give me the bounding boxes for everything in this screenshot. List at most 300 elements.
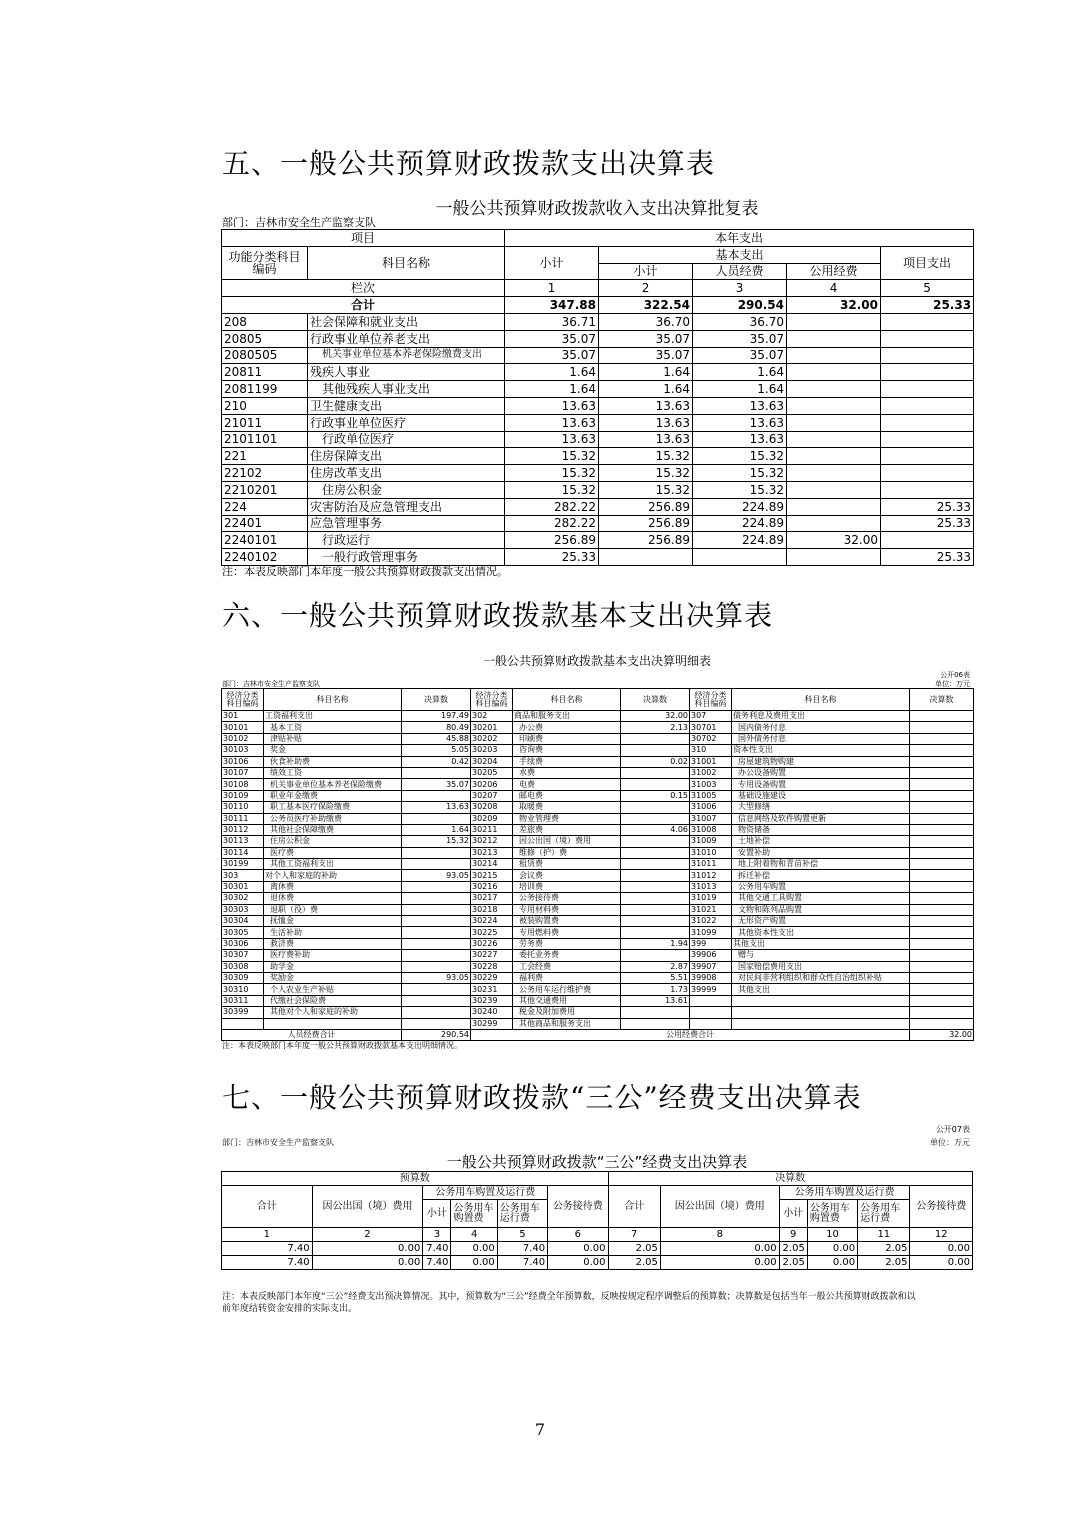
- table-row: [222, 927, 974, 938]
- cell-value: [910, 984, 974, 995]
- cell-value: 2.87: [621, 961, 690, 972]
- cell-value: [881, 481, 974, 498]
- hdr-personnel: 人员经费: [693, 263, 787, 280]
- cell-name: 国内债务付息: [732, 722, 910, 733]
- table-row: [222, 1242, 973, 1256]
- cell-code: 30303: [222, 904, 264, 915]
- cell-value: 1.64: [402, 824, 471, 835]
- cell-value: [910, 1007, 974, 1018]
- cell-name: 培训费: [513, 881, 621, 892]
- cell-name: 其他交通工具购置: [732, 893, 910, 904]
- cell-name: 物资储备: [732, 824, 910, 835]
- cell-value: [402, 813, 471, 824]
- cell-value: 35.07: [599, 347, 693, 364]
- cell-value: 13.63: [599, 431, 693, 448]
- cell-value: 13.63: [693, 397, 787, 414]
- cell-code: 2210201: [222, 481, 308, 498]
- cell-name: 其他支出: [732, 938, 910, 949]
- cell-code: 30212: [471, 836, 513, 847]
- hdr-code: 功能分类科目编码: [222, 246, 308, 280]
- cell-value: 282.22: [505, 515, 599, 532]
- cell-name: 物业管理费: [513, 813, 621, 824]
- section7-note-2: 前年度结转资金安排的实际支出。: [222, 1304, 358, 1314]
- total-3: 290.54: [693, 297, 787, 314]
- cell-value: 13.63: [693, 431, 787, 448]
- table-row: [222, 847, 974, 858]
- b-car-buy: 公务用车购置费: [451, 1200, 497, 1228]
- cell-name: 津贴补贴: [264, 733, 402, 744]
- cell-value: [402, 1007, 471, 1018]
- cell-code: 30701: [690, 722, 732, 733]
- cell-value: [910, 916, 974, 927]
- section5-note: 注：本表反映部门本年度一般公共预算财政拨款支出情况。: [222, 565, 508, 578]
- hdr-proj: 项目支出: [881, 246, 974, 280]
- cell-code: 30203: [471, 745, 513, 756]
- s6-hdr-amt-1: 决算数: [402, 689, 471, 711]
- cell-value: [910, 904, 974, 915]
- s6-hdr-amt-2: 决算数: [621, 689, 690, 711]
- table-row: [222, 859, 974, 870]
- cell-name: 其他商品和服务支出: [513, 1018, 621, 1029]
- cell-value: [910, 961, 974, 972]
- cell-name: [732, 1007, 910, 1018]
- cell-value: 13.63: [505, 414, 599, 431]
- cell-value: 2.05: [608, 1242, 660, 1256]
- cell-code: 31010: [690, 847, 732, 858]
- cell-value: 0.42: [402, 756, 471, 767]
- cell-code: 30110: [222, 802, 264, 813]
- section7-dept: 部门：吉林市安全生产监察支队: [222, 1138, 334, 1147]
- cell-value: [621, 1018, 690, 1029]
- cell-value: [402, 1018, 471, 1029]
- cell-value: [621, 836, 690, 847]
- cell-value: [787, 381, 881, 398]
- cell-code: 31007: [690, 813, 732, 824]
- cell-code: 30111: [222, 813, 264, 824]
- cell-value: 4.06: [621, 824, 690, 835]
- cell-code: 30240: [471, 1007, 513, 1018]
- cell-value: 5.05: [402, 745, 471, 756]
- cell-code: 30213: [471, 847, 513, 858]
- cell-value: 13.63: [402, 802, 471, 813]
- cell-value: 7.40: [497, 1242, 547, 1256]
- cell-code: 221: [222, 448, 308, 465]
- cell-code: 30239: [471, 995, 513, 1006]
- cell-name: 拆迁补偿: [732, 870, 910, 881]
- cell-value: 1.64: [505, 381, 599, 398]
- cell-name: 其他工资福利支出: [264, 859, 402, 870]
- cell-name: 信息网络及软件购置更新: [732, 813, 910, 824]
- s6-hdr-name-3: 科目名称: [732, 689, 910, 711]
- cell-code: 30217: [471, 893, 513, 904]
- table-row: [222, 364, 974, 381]
- b-car: 公务用车购置及运行费: [423, 1186, 548, 1200]
- section7-form-no: 公开07表: [935, 1125, 970, 1134]
- section6-note: 注：本表反映部门本年度一般公共预算财政拨款基本支出明细情况。: [222, 1041, 462, 1050]
- final-label: 决算数: [608, 1172, 972, 1186]
- budget-label: 预算数: [222, 1172, 609, 1186]
- cell-code: 30229: [471, 972, 513, 983]
- cell-code: 30202: [471, 733, 513, 744]
- cell-value: [787, 549, 881, 566]
- cell-code: 20805: [222, 330, 308, 347]
- cell-code: 30211: [471, 824, 513, 835]
- f-total: 合计: [608, 1186, 660, 1228]
- cell-value: [787, 498, 881, 515]
- cell-name: 其他残疾人事业支出: [308, 381, 505, 398]
- cell-name: 房屋建筑物购建: [732, 756, 910, 767]
- table-row: [222, 465, 974, 482]
- section6-table: [221, 688, 974, 1041]
- cell-value: [910, 722, 974, 733]
- cell-value: [910, 927, 974, 938]
- cell-name: 灾害防治及应急管理支出: [308, 498, 505, 515]
- cell-name: 土地补偿: [732, 836, 910, 847]
- cell-code: 31013: [690, 881, 732, 892]
- cell-value: [402, 767, 471, 778]
- cell-value: [910, 870, 974, 881]
- cell-value: 80.49: [402, 722, 471, 733]
- cell-code: 39908: [690, 972, 732, 983]
- cell-value: [621, 779, 690, 790]
- cell-name: 退职（役）费: [264, 904, 402, 915]
- cell-value: [881, 381, 974, 398]
- cell-value: [881, 448, 974, 465]
- cell-value: [881, 397, 974, 414]
- cell-value: [881, 465, 974, 482]
- table-row: [222, 431, 974, 448]
- cell-code: 30214: [471, 859, 513, 870]
- section5-table: [221, 229, 974, 566]
- cell-value: [910, 972, 974, 983]
- table-row: [222, 1256, 973, 1270]
- cell-value: 15.32: [402, 836, 471, 847]
- cell-code: 303: [222, 870, 264, 881]
- cell-code: 30305: [222, 927, 264, 938]
- cell-name: 个人农业生产补贴: [264, 984, 402, 995]
- cell-name: 住房公积金: [264, 836, 402, 847]
- cell-name: 应急管理事务: [308, 515, 505, 532]
- cell-value: [787, 330, 881, 347]
- cell-name: 退休费: [264, 893, 402, 904]
- cell-value: [787, 414, 881, 431]
- cell-value: [787, 313, 881, 330]
- col-number: 9: [779, 1228, 807, 1242]
- section6-table-title: 一般公共预算财政拨款基本支出决算明细表: [482, 654, 711, 668]
- table-row: [222, 950, 974, 961]
- table-row: [222, 745, 974, 756]
- cell-value: [621, 813, 690, 824]
- cell-code: 30109: [222, 790, 264, 801]
- total-5: 25.33: [881, 297, 974, 314]
- cell-value: [402, 950, 471, 961]
- cell-code: 30208: [471, 802, 513, 813]
- cell-value: [402, 995, 471, 1006]
- cell-value: 224.89: [693, 515, 787, 532]
- cell-name: 手续费: [513, 756, 621, 767]
- cell-code: 30308: [222, 961, 264, 972]
- cell-value: [402, 961, 471, 972]
- cell-code: 30218: [471, 904, 513, 915]
- cell-name: 卫生健康支出: [308, 397, 505, 414]
- cell-code: 30226: [471, 938, 513, 949]
- cell-code: 31002: [690, 767, 732, 778]
- cell-code: 31021: [690, 904, 732, 915]
- cell-code: 30107: [222, 767, 264, 778]
- cell-value: 0.00: [910, 1256, 973, 1270]
- cell-name: 被装购置费: [513, 916, 621, 927]
- cell-code: [222, 1018, 264, 1029]
- cell-code: 30108: [222, 779, 264, 790]
- cell-code: 39906: [690, 950, 732, 961]
- hdr-project: 项目: [222, 230, 505, 247]
- table-row: [222, 1228, 973, 1242]
- cell-value: [621, 870, 690, 881]
- cell-code: 301: [222, 711, 264, 722]
- cell-name: 职业年金缴费: [264, 790, 402, 801]
- cell-name: 取暖费: [513, 802, 621, 813]
- cell-value: [787, 431, 881, 448]
- cell-value: [621, 802, 690, 813]
- table-row: [222, 448, 974, 465]
- cell-value: [787, 481, 881, 498]
- cell-value: 282.22: [505, 498, 599, 515]
- f-recep: 公务接待费: [910, 1186, 973, 1228]
- cell-code: 31009: [690, 836, 732, 847]
- cell-value: 35.07: [693, 347, 787, 364]
- cell-value: [881, 414, 974, 431]
- hdr-col: 栏次: [222, 280, 505, 297]
- table-row: [222, 938, 974, 949]
- table-row: [222, 397, 974, 414]
- cell-code: 30304: [222, 916, 264, 927]
- cell-value: [881, 313, 974, 330]
- cell-value: 93.05: [402, 870, 471, 881]
- cell-name: 其他交通费用: [513, 995, 621, 1006]
- s6-hdr-code-2: 经济分类科目编码: [471, 689, 513, 711]
- cell-value: [621, 950, 690, 961]
- cell-value: 25.33: [881, 498, 974, 515]
- cell-value: [402, 893, 471, 904]
- col-2: 2: [599, 280, 693, 297]
- f-sub: 小计: [779, 1200, 807, 1228]
- s6-hdr-name-2: 科目名称: [513, 689, 621, 711]
- cell-value: [621, 1007, 690, 1018]
- cell-value: [881, 532, 974, 549]
- cell-value: [910, 938, 974, 949]
- cell-name: 差旅费: [513, 824, 621, 835]
- section6-heading: 六、一般公共预算财政拨款基本支出决算表: [222, 599, 774, 632]
- table-row: [222, 347, 974, 364]
- cell-name: 公务用车购置: [732, 881, 910, 892]
- cell-value: 1.64: [693, 381, 787, 398]
- table-row: [222, 330, 974, 347]
- cell-value: 7.40: [222, 1256, 313, 1270]
- cell-name: 因公出国（境）费用: [513, 836, 621, 847]
- cell-value: [910, 859, 974, 870]
- cell-name: 医疗费补助: [264, 950, 402, 961]
- table-row: [222, 961, 974, 972]
- cell-value: 35.07: [505, 347, 599, 364]
- col-4: 4: [787, 280, 881, 297]
- page-number: 7: [534, 1420, 546, 1439]
- table-row: [222, 836, 974, 847]
- table-row: [222, 481, 974, 498]
- cell-value: [910, 813, 974, 824]
- cell-value: [910, 824, 974, 835]
- cell-value: 0.15: [621, 790, 690, 801]
- cell-value: [910, 711, 974, 722]
- col-number: 5: [497, 1228, 547, 1242]
- cell-code: 30112: [222, 824, 264, 835]
- cell-value: 0.00: [807, 1256, 857, 1270]
- cell-value: [402, 984, 471, 995]
- cell-value: 2.05: [858, 1256, 910, 1270]
- table-row: [222, 881, 974, 892]
- cell-name: [264, 1018, 402, 1029]
- cell-value: 1.64: [599, 364, 693, 381]
- cell-value: 1.64: [599, 381, 693, 398]
- cell-name: 工会经费: [513, 961, 621, 972]
- cell-code: 30101: [222, 722, 264, 733]
- cell-value: 13.63: [599, 414, 693, 431]
- b-recep: 公务接待费: [548, 1186, 608, 1228]
- cell-name: 机关事业单位基本养老保险缴费支出: [308, 347, 505, 364]
- hdr-sub2: 小计: [599, 263, 693, 280]
- table-row: [222, 313, 974, 330]
- cell-code: 30215: [471, 870, 513, 881]
- cell-code: 31011: [690, 859, 732, 870]
- cell-value: 1.64: [505, 364, 599, 381]
- cell-code: 30201: [471, 722, 513, 733]
- cell-name: 对个人和家庭的补助: [264, 870, 402, 881]
- cell-name: 住房公积金: [308, 481, 505, 498]
- cell-code: 30399: [222, 1007, 264, 1018]
- cell-name: 大型修缮: [732, 802, 910, 813]
- cell-value: [881, 347, 974, 364]
- cell-name: [732, 995, 910, 1006]
- cell-code: 2081199: [222, 381, 308, 398]
- cell-name: 残疾人事业: [308, 364, 505, 381]
- cell-value: [621, 916, 690, 927]
- cell-name: 绩效工资: [264, 767, 402, 778]
- cell-value: [621, 881, 690, 892]
- cell-code: 210: [222, 397, 308, 414]
- cell-value: [910, 779, 974, 790]
- table-row: [222, 532, 974, 549]
- public-total-label: 公用经费合计: [471, 1029, 910, 1040]
- cell-value: [402, 904, 471, 915]
- cell-value: 2.05: [608, 1256, 660, 1270]
- cell-code: 30207: [471, 790, 513, 801]
- cell-value: [402, 927, 471, 938]
- cell-value: 32.00: [621, 711, 690, 722]
- table-row: [222, 515, 974, 532]
- cell-value: 15.32: [505, 465, 599, 482]
- cell-name: 安置补助: [732, 847, 910, 858]
- table-row: [222, 733, 974, 744]
- table-row: [222, 984, 974, 995]
- cell-value: [621, 767, 690, 778]
- cell-name: 资本性支出: [732, 745, 910, 756]
- col-number: 8: [660, 1228, 779, 1242]
- hdr-basic: 基本支出: [599, 246, 881, 263]
- cell-name: 离休费: [264, 881, 402, 892]
- cell-value: 13.61: [621, 995, 690, 1006]
- cell-code: [690, 995, 732, 1006]
- cell-value: [910, 756, 974, 767]
- table-row: [222, 779, 974, 790]
- cell-value: [621, 927, 690, 938]
- hdr-year-exp: 本年支出: [505, 230, 974, 247]
- col-number: 2: [312, 1228, 423, 1242]
- b-car-run: 公务用车运行费: [497, 1200, 547, 1228]
- cell-name: 维修（护）费: [513, 847, 621, 858]
- cell-name: 公务接待费: [513, 893, 621, 904]
- cell-name: 伙食补助费: [264, 756, 402, 767]
- cell-code: 30311: [222, 995, 264, 1006]
- f-abroad: 因公出国（境）费用: [660, 1186, 779, 1228]
- cell-name: 水费: [513, 767, 621, 778]
- table-row: [222, 813, 974, 824]
- cell-value: [881, 330, 974, 347]
- cell-code: 2240102: [222, 549, 308, 566]
- hdr-subtotal: 小计: [505, 246, 599, 280]
- cell-code: 30106: [222, 756, 264, 767]
- total-1: 347.88: [505, 297, 599, 314]
- cell-value: [621, 733, 690, 744]
- col-number: 1: [222, 1228, 313, 1242]
- cell-value: 0.00: [548, 1256, 608, 1270]
- table-row: [222, 972, 974, 983]
- cell-code: 30309: [222, 972, 264, 983]
- cell-name: 专用燃料费: [513, 927, 621, 938]
- cell-code: 399: [690, 938, 732, 949]
- cell-name: 无形资产购置: [732, 916, 910, 927]
- cell-value: 15.32: [693, 448, 787, 465]
- col-5: 5: [881, 280, 974, 297]
- cell-code: 30113: [222, 836, 264, 847]
- cell-value: [621, 893, 690, 904]
- cell-code: 30114: [222, 847, 264, 858]
- cell-value: 0.00: [451, 1242, 497, 1256]
- cell-value: [910, 950, 974, 961]
- cell-name: 债务利息及费用支出: [732, 711, 910, 722]
- cell-code: [690, 1007, 732, 1018]
- section5-dept: 部门：吉林市安全生产监察支队: [222, 216, 376, 229]
- cell-value: 35.07: [599, 330, 693, 347]
- cell-name: 其他支出: [732, 984, 910, 995]
- cell-value: [693, 549, 787, 566]
- cell-name: 专用材料费: [513, 904, 621, 915]
- col-number: 7: [608, 1228, 660, 1242]
- cell-value: [910, 836, 974, 847]
- b-abroad: 因公出国（境）费用: [312, 1186, 423, 1228]
- cell-value: 7.40: [222, 1242, 313, 1256]
- section7-unit: 单位：万元: [930, 1138, 970, 1147]
- cell-code: 208: [222, 313, 308, 330]
- table-row: [222, 711, 974, 722]
- cell-code: 302: [471, 711, 513, 722]
- cell-value: 7.40: [423, 1256, 451, 1270]
- cell-name: 办公费: [513, 722, 621, 733]
- cell-value: [910, 995, 974, 1006]
- cell-code: 31022: [690, 916, 732, 927]
- s6-hdr-amt-3: 决算数: [910, 689, 974, 711]
- col-number: 3: [423, 1228, 451, 1242]
- cell-value: 0.00: [451, 1256, 497, 1270]
- cell-name: 租赁费: [513, 859, 621, 870]
